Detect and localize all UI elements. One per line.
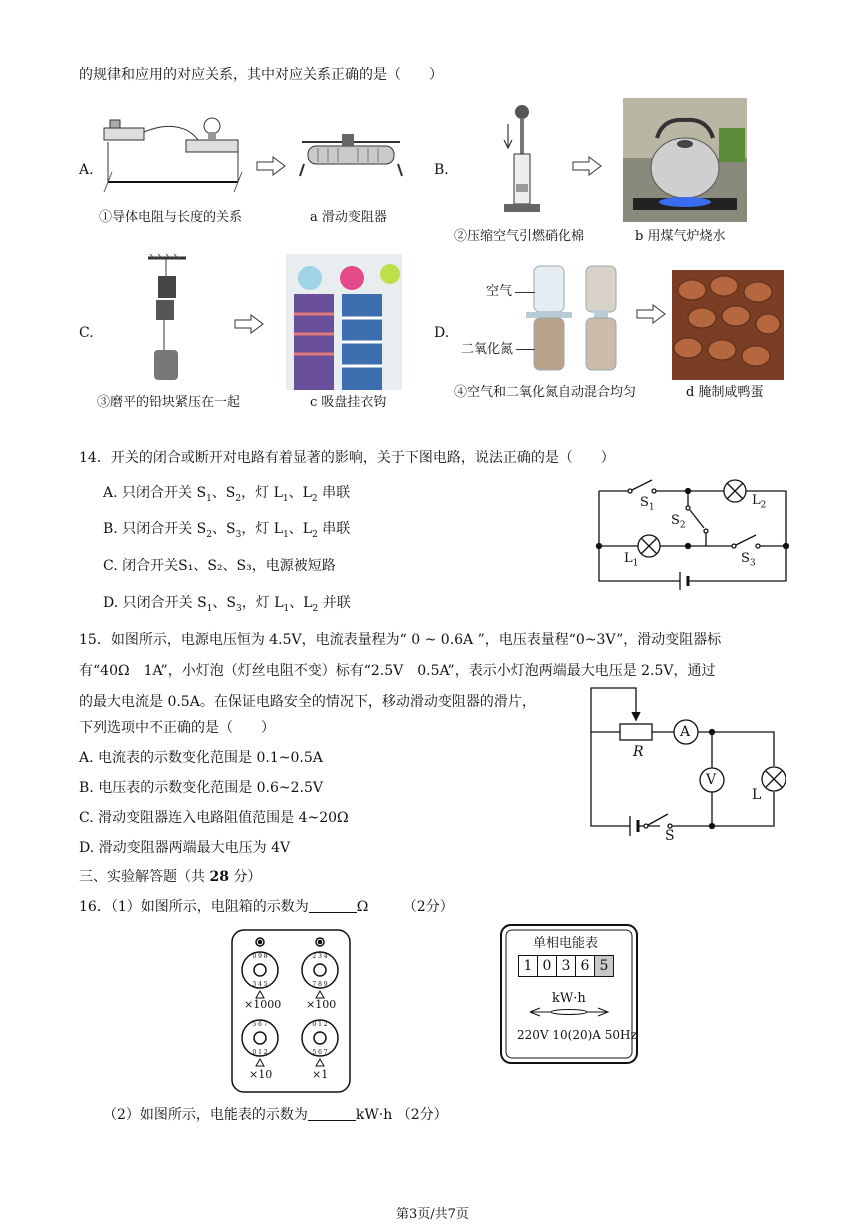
svg-text:0 1 2: 0 1 2	[252, 1049, 268, 1056]
q13-option-c-letter: C.	[79, 325, 94, 341]
kettle-on-gas-stove-image	[623, 98, 747, 222]
q13-option-a-right-caption: a 滑动变阻器	[310, 210, 387, 225]
air-compression-cylinder-image	[500, 104, 544, 220]
dial-label-x10: ×10	[249, 1068, 273, 1081]
q13-option-d-letter: D.	[434, 325, 450, 341]
q13-option-b-letter: B.	[434, 162, 449, 178]
q14-option-b: B. 只闭合开关 $S_2$、$S_3$，灯 $L_1$、$L_2$ 串联	[103, 521, 351, 540]
q15-circuit-diagram	[586, 686, 786, 836]
q13-option-d-right-caption: d 腌制咸鸭蛋	[686, 385, 764, 400]
q15-line-1: 15．如图所示，电源电压恒为 4.5V，电流表量程为“ 0 ~ 0.6A ”，电压表量程“0~3V”，滑动变阻器标	[79, 632, 722, 648]
right-arrow-icon	[234, 314, 264, 334]
q15-option-c: C. 滑动变阻器连入电路阻值范围是 4~20Ω	[79, 810, 349, 826]
meter-digit: 1	[519, 956, 538, 976]
q13-option-a-left-caption: ①导体电阻与长度的关系	[99, 210, 243, 225]
svg-text:3 4 5: 3 4 5	[252, 981, 268, 988]
meter-digit: 6	[576, 956, 595, 976]
q15-label-r: R	[633, 744, 644, 760]
no2-label-leader	[516, 349, 535, 350]
salted-duck-eggs-image	[672, 270, 784, 380]
q15-label-v: V	[706, 772, 717, 788]
q15-label-l: L	[752, 787, 762, 803]
q16-part-1: 16．（1）如图所示，电阻箱的示数为 Ω （2分）	[79, 899, 454, 915]
meter-digit: 3	[557, 956, 576, 976]
svg-text:7 8 9: 7 8 9	[312, 981, 328, 988]
meter-rating: 220V 10(20)A 50Hz	[517, 1028, 637, 1042]
q13-intro: 的规律和应用的对应关系，其中对应关系正确的是（ ）	[79, 67, 443, 83]
svg-text:0 9 8: 0 9 8	[252, 953, 268, 960]
q14-label-s2: $S_2$	[671, 513, 686, 531]
dial-label-x100: ×100	[306, 998, 337, 1011]
svg-text:0 1 2: 0 1 2	[312, 1021, 328, 1028]
dial-label-x1000: ×1000	[244, 998, 282, 1011]
q14-option-a: A. 只闭合开关 $S_1$、$S_2$，灯 $L_1$、$L_2$ 串联	[103, 485, 351, 504]
q13-option-a-letter: A.	[79, 162, 94, 178]
right-arrow-icon	[256, 156, 286, 176]
q14-label-l2: $L_2$	[752, 493, 767, 511]
page-footer: 第3页/共7页	[396, 1207, 469, 1222]
svg-text:2 3 4: 2 3 4	[312, 953, 328, 960]
q15-line-4: 下列选项中不正确的是（ ）	[79, 720, 275, 736]
q13-option-c-left-caption: ③磨平的铅块紧压在一起	[97, 395, 241, 410]
q14-label-s1: $S_1$	[640, 495, 655, 513]
q15-option-a: A. 电流表的示数变化范围是 0.1~0.5A	[79, 750, 323, 766]
q16-part-1-answer-blank[interactable]	[309, 898, 357, 913]
q16-part-2-answer-blank[interactable]	[308, 1106, 356, 1121]
q14-stem: 14．开关的闭合或断开对电路有着显著的影响，关于下图电路，说法正确的是（ ）	[79, 450, 615, 466]
q15-line-2: 有“40Ω 1A”，小灯泡（灯丝电阻不变）标有“2.5V 0.5A”，表示小灯泡两端最大电压是 2.5V，通过	[79, 663, 716, 679]
q14-label-s3: $S_3$	[741, 551, 756, 569]
q13-option-c-right-caption: c 吸盘挂衣钩	[310, 395, 387, 410]
suction-cup-hooks-image	[286, 254, 402, 390]
no2-label: 二氧化氮	[461, 342, 514, 357]
sliding-rheostat-image	[298, 130, 404, 182]
q15-option-b: B. 电压表的示数变化范围是 0.6~2.5V	[79, 780, 324, 796]
right-arrow-icon	[572, 156, 602, 176]
meter-unit: kW·h	[552, 991, 586, 1006]
q13-option-b-left-caption: ②压缩空气引燃硝化棉	[454, 229, 585, 244]
q15-line-3: 的最大电流是 0.5A。在保证电路安全的情况下，移动滑动变阻器的滑片，	[79, 694, 536, 710]
right-arrow-icon	[636, 304, 666, 324]
meter-digit: 0	[538, 956, 557, 976]
meter-decimal-digit: 5	[595, 956, 613, 976]
dial-label-x1: ×1	[312, 1068, 329, 1081]
gas-diffusion-bottles-image	[520, 262, 640, 374]
q14-option-c: C. 闭合开关S₁、S₂、S₃，电源被短路	[103, 558, 336, 574]
q13-option-d-left-caption: ④空气和二氧化氮自动混合均匀	[454, 385, 637, 400]
q14-option-d: D. 只闭合开关 $S_1$、$S_3$，灯 $L_1$、$L_2$ 并联	[103, 595, 351, 614]
section-3-heading: 三、实验解答题（共 28 分）	[79, 869, 262, 885]
svg-text:5 6 7: 5 6 7	[312, 1049, 328, 1056]
q16-part-2: （2）如图所示，电能表的示数为 kW·h （2分）	[103, 1107, 448, 1123]
q15-label-s: S	[665, 828, 675, 844]
meter-digits	[518, 955, 614, 977]
air-label: 空气	[486, 284, 513, 299]
meter-title: 单相电能表	[533, 936, 599, 951]
air-label-leader	[515, 292, 535, 293]
q15-option-d: D. 滑动变阻器两端最大电压为 4V	[79, 840, 291, 856]
q14-label-l1: $L_1$	[624, 551, 639, 569]
svg-text:5 6 7: 5 6 7	[252, 1021, 268, 1028]
lead-blocks-image	[142, 254, 192, 390]
q15-label-a: A	[680, 724, 691, 740]
resistance-length-apparatus-image	[98, 112, 248, 200]
q13-option-b-right-caption: b 用煤气炉烧水	[635, 229, 726, 244]
